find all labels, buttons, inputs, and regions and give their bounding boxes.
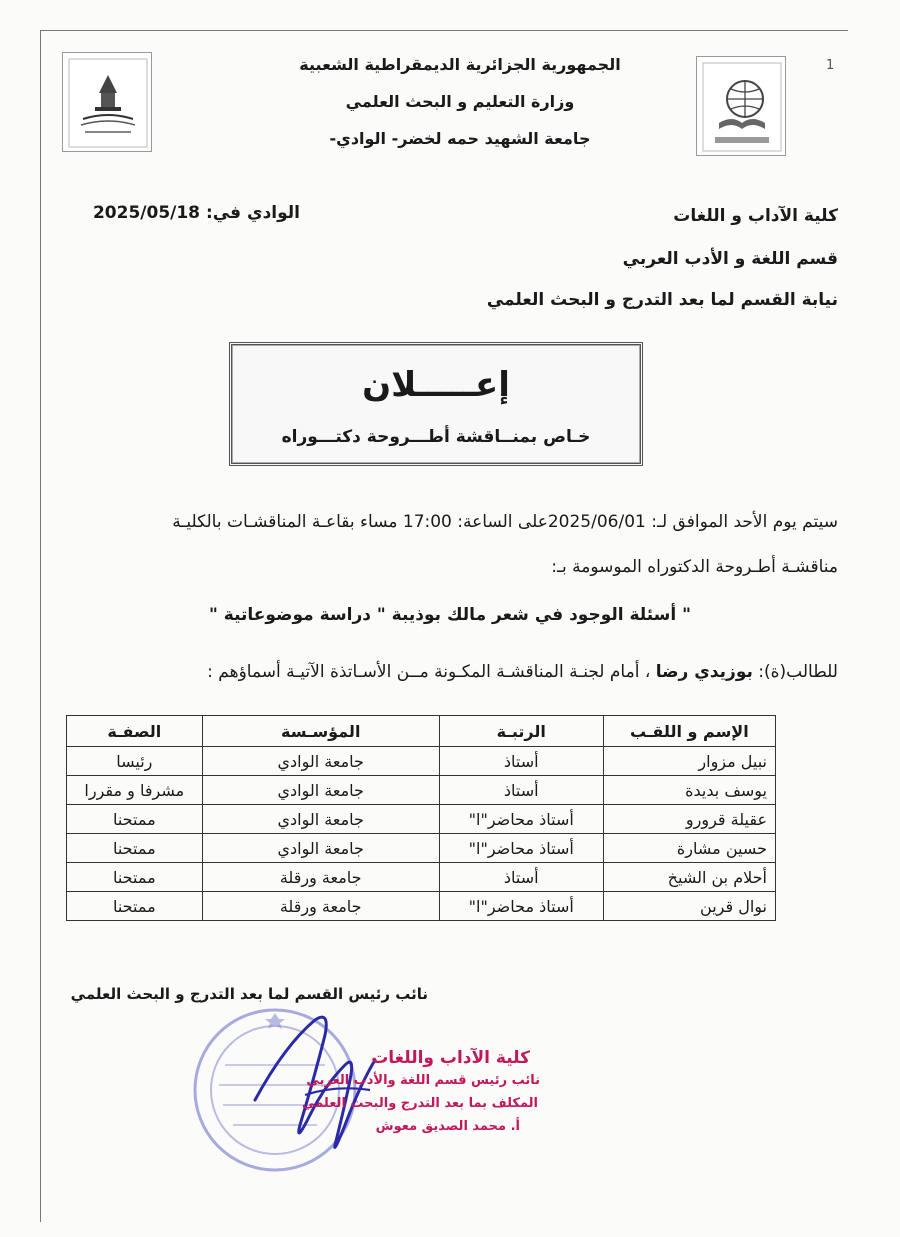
announcement-date: 2025/05/18: [92, 203, 201, 223]
member-role: ممتحنا: [67, 892, 203, 921]
member-institution: جامعة الوادي: [202, 776, 439, 805]
table-row: [67, 805, 776, 834]
member-institution: جامعة الوادي: [202, 747, 439, 776]
stamp-duty: المكلف بما بعد التدرج والبحث العلمي: [302, 1096, 538, 1111]
student-line: [207, 662, 838, 682]
member-name: يوسف بديدة: [603, 776, 775, 805]
table-row: [67, 863, 776, 892]
stamp-person: أ. محمد الصديق معوش: [375, 1119, 520, 1134]
table-row: [67, 747, 776, 776]
faculty-name: كلية الآداب و اللغات: [673, 206, 838, 226]
header-rank: الرتبـة: [439, 716, 603, 747]
member-name: نوال قرين: [603, 892, 775, 921]
member-role: ممتحنا: [67, 863, 203, 892]
committee-table: [66, 715, 776, 921]
student-name: بوزيدي رضا: [655, 662, 753, 682]
member-rank: أستاذ: [439, 776, 603, 805]
university-emblem-icon: [63, 53, 153, 153]
body-line-1: سيتم يوم الأحد الموافق لـ: 2025/06/01على الساعة: 17:00 مساء بقاعـة المناقشـات بالكليـة: [172, 512, 838, 532]
header-republic: الجمهورية الجزائرية الديمقراطية الشعبية: [299, 55, 621, 74]
member-name: أحلام بن الشيخ: [603, 863, 775, 892]
member-role: رئيسا: [67, 747, 203, 776]
stamp-role: نائب رئيس قسم اللغة والأدب العربي: [306, 1073, 540, 1088]
handwritten-signature-icon: [185, 1005, 565, 1175]
member-institution: جامعة الوادي: [202, 805, 439, 834]
member-rank: أستاذ محاضر"ا": [439, 892, 603, 921]
student-prefix: للطالب(ة):: [758, 662, 838, 682]
table-row: [67, 892, 776, 921]
stamp-and-signature: [185, 1005, 565, 1175]
announcement-title: إعـــــلان: [362, 365, 510, 405]
member-name: نبيل مزوار: [603, 747, 775, 776]
stamp-faculty: كلية الآداب واللغات: [371, 1048, 530, 1068]
student-suffix: ، أمام لجنـة المناقشـة المكـونة مــن الأسـاتذة الآتيـة أسماؤهم :: [207, 662, 651, 682]
office-name: نيابة القسم لما بعد التدرج و البحث العلمي: [486, 290, 838, 310]
member-rank: أستاذ: [439, 747, 603, 776]
faculty-logo-right: [696, 56, 786, 156]
location-label: الوادي في:: [205, 203, 300, 223]
member-institution: جامعة ورقلة: [202, 892, 439, 921]
body-line-2: مناقشـة أطـروحة الدكتوراه الموسومة بـ:: [551, 557, 838, 577]
university-logo-left: [62, 52, 152, 152]
member-role: ممتحنا: [67, 834, 203, 863]
announcement-frame: [229, 342, 643, 466]
announcement-subtitle: خـاص بمنــاقشة أطـــروحة دكتـــوراه: [281, 427, 591, 447]
table-row: [67, 776, 776, 805]
header-name: الإسم و اللقـب: [603, 716, 775, 747]
signature-title: نائب رئيس القسم لما بعد التدرج و البحث العلمي: [70, 985, 428, 1003]
header-ministry: وزارة التعليم و البحث العلمي: [345, 92, 575, 111]
thesis-title: " أسئلة الوجود في شعر مالك بوذيبة " دراسة موضوعاتية ": [209, 605, 691, 625]
member-role: ممتحنا: [67, 805, 203, 834]
member-rank: أستاذ: [439, 863, 603, 892]
member-name: حسين مشارة: [603, 834, 775, 863]
header-institution: المؤسـسة: [202, 716, 439, 747]
member-rank: أستاذ محاضر"ا": [439, 834, 603, 863]
table-header-row: [67, 716, 776, 747]
table-row: [67, 834, 776, 863]
member-name: عقيلة قرورو: [603, 805, 775, 834]
page-number: 1: [826, 58, 835, 73]
globe-book-emblem-icon: [697, 57, 787, 157]
member-rank: أستاذ محاضر"ا": [439, 805, 603, 834]
header-university: جامعة الشهيد حمه لخضر- الوادي-: [329, 129, 591, 148]
location-date: [93, 203, 300, 223]
department-name: قسم اللغة و الأدب العربي: [622, 249, 838, 269]
member-institution: جامعة الوادي: [202, 834, 439, 863]
member-role: مشرفا و مقررا: [67, 776, 203, 805]
member-institution: جامعة ورقلة: [202, 863, 439, 892]
header-role: الصفـة: [67, 716, 203, 747]
